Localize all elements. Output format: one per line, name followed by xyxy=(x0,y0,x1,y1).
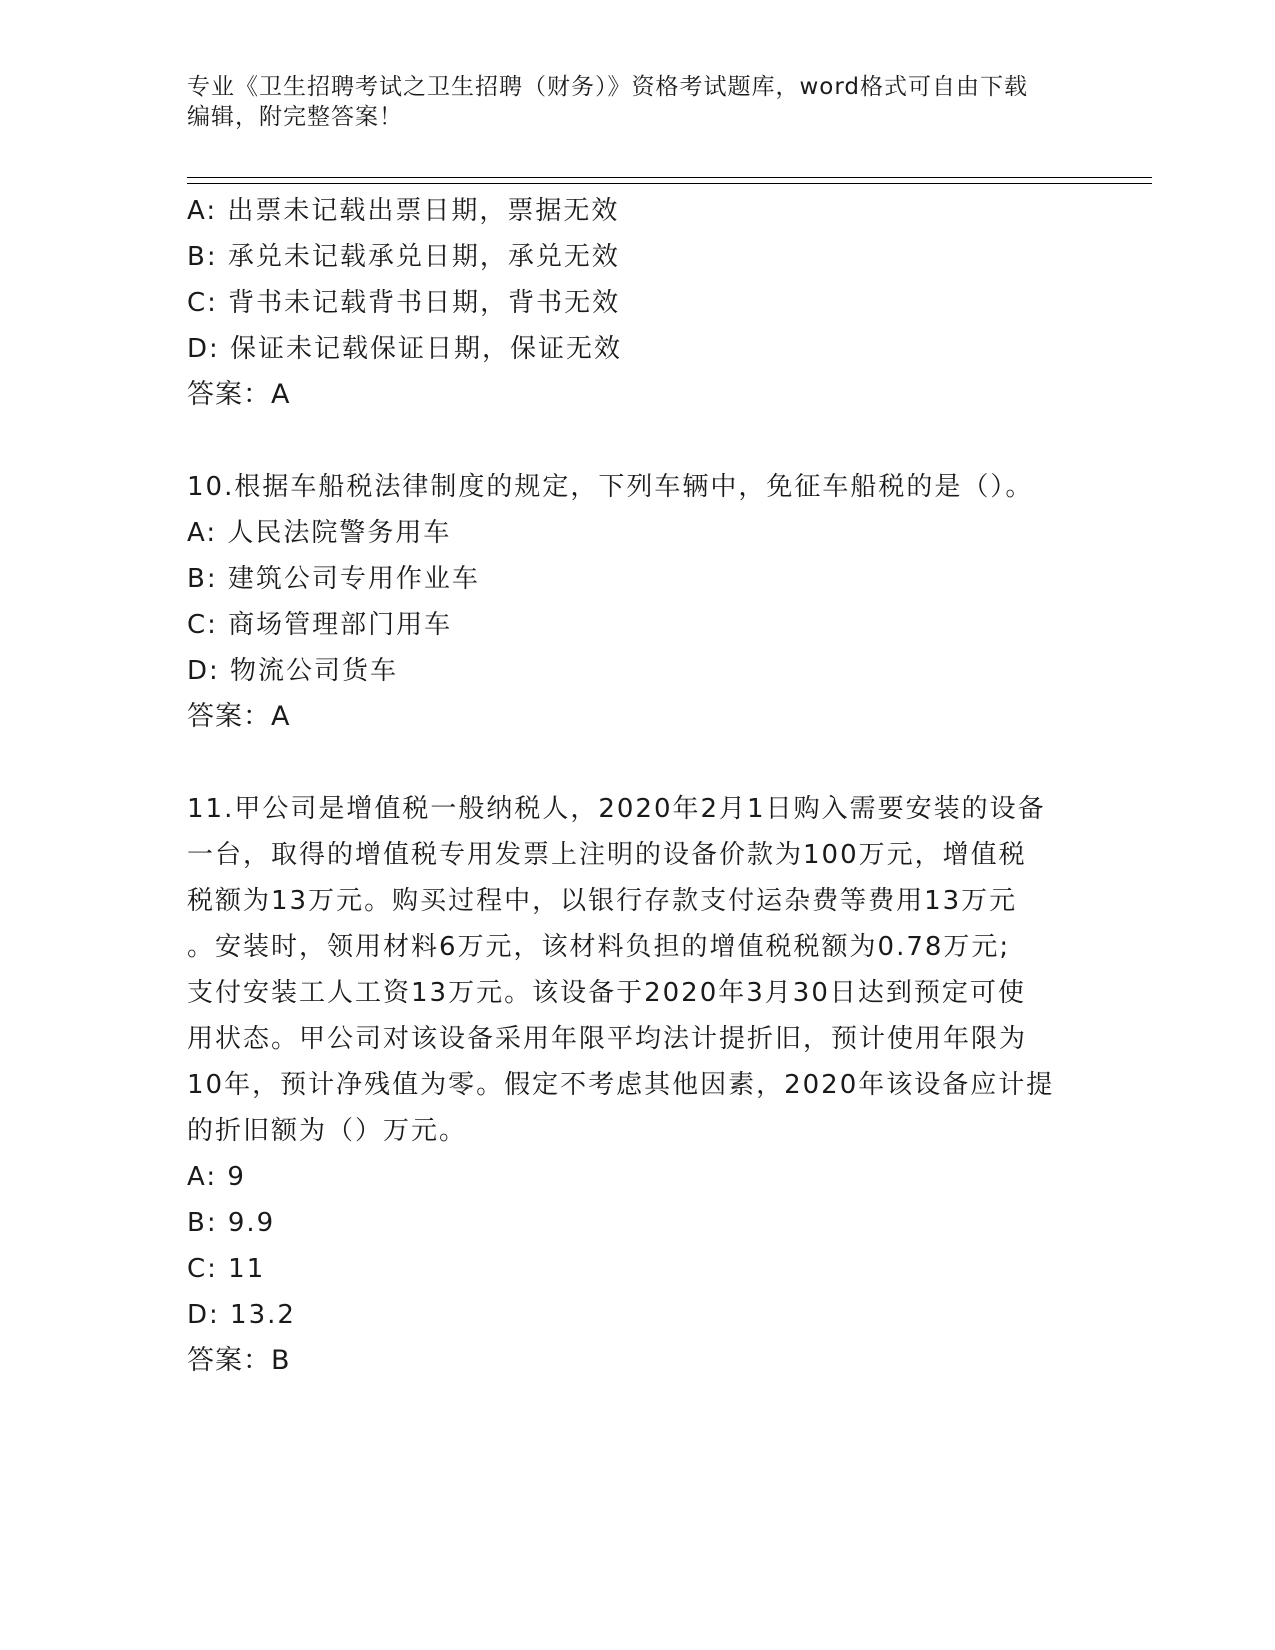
question-text-line: 一台，取得的增值税专用发票上注明的设备价款为100万元，增值税 xyxy=(187,840,1027,870)
option-b: B: 建筑公司专用作业车 xyxy=(187,564,480,594)
spacer xyxy=(187,418,1087,464)
question-text-line: 用状态。甲公司对该设备采用年限平均法计提折旧，预计使用年限为 xyxy=(187,1024,1028,1054)
answer: 答案：A xyxy=(187,701,291,732)
question-10 xyxy=(187,464,1087,740)
option-b: B: 9.9 xyxy=(187,1208,276,1238)
spacer xyxy=(187,740,1087,786)
question-text-line: 。安装时，领用材料6万元，该材料负担的增值税税额为0.78万元; xyxy=(187,932,1011,962)
header-line-1: 专业《卫生招聘考试之卫生招聘（财务）》资格考试题库，word格式可自由下载 xyxy=(187,74,1029,100)
header-divider-top xyxy=(187,177,1152,178)
question-text-line: 税额为13万元。购买过程中，以银行存款支付运杂费等费用13万元 xyxy=(187,886,1018,916)
question-text-line: 支付安装工人工资13万元。该设备于2020年3月30日达到预定可使 xyxy=(187,978,1026,1008)
option-c: C: 商场管理部门用车 xyxy=(187,610,453,640)
option-a: A: 9 xyxy=(187,1162,246,1192)
question-text: 10.根据车船税法律制度的规定，下列车辆中，免征车船税的是（）。 xyxy=(187,472,1034,502)
question-text-line: 11.甲公司是增值税一般纳税人，2020年2月1日购入需要安装的设备 xyxy=(187,794,1046,824)
option-a: A: 出票未记载出票日期，票据无效 xyxy=(187,196,620,226)
option-a: A: 人民法院警务用车 xyxy=(187,518,452,548)
document-header xyxy=(187,72,1087,132)
header-divider-bottom xyxy=(187,183,1152,184)
option-c: C: 11 xyxy=(187,1254,266,1284)
option-d: D: 13.2 xyxy=(187,1300,296,1330)
answer: 答案：B xyxy=(187,1345,291,1376)
question-content xyxy=(187,188,1087,1384)
header-line-2: 编辑，附完整答案！ xyxy=(187,104,403,130)
question-9-tail xyxy=(187,188,1087,418)
answer: 答案：A xyxy=(187,379,291,410)
option-d: D: 物流公司货车 xyxy=(187,656,399,686)
option-c: C: 背书未记载背书日期，背书无效 xyxy=(187,288,621,318)
question-11 xyxy=(187,786,1087,1384)
question-text-line: 10年，预计净残值为零。假定不考虑其他因素，2020年该设备应计提 xyxy=(187,1070,1055,1100)
option-b: B: 承兑未记载承兑日期，承兑无效 xyxy=(187,242,620,272)
option-d: D: 保证未记载保证日期，保证无效 xyxy=(187,334,623,364)
question-text-line: 的折旧额为（）万元。 xyxy=(187,1116,468,1146)
